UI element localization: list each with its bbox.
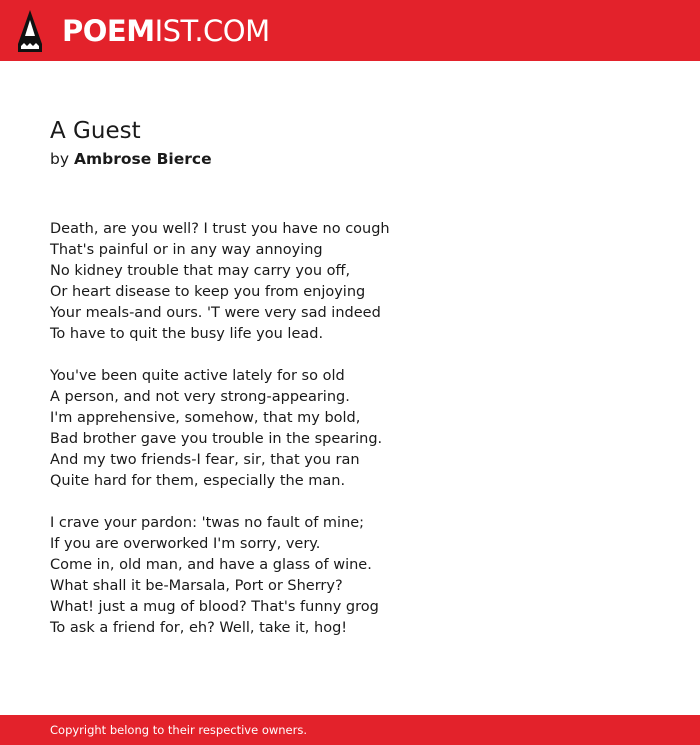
byline-label: by: [50, 150, 70, 168]
poem-line: A person, and not very strong-appearing.: [50, 389, 350, 405]
stanza-2: [50, 366, 650, 492]
site-footer: [0, 715, 700, 745]
stanza-1: [50, 219, 650, 345]
poem-title: A Guest: [50, 118, 141, 144]
site-name-light: IST.COM: [154, 14, 270, 48]
poem-container: [50, 116, 650, 660]
poem-line: What! just a mug of blood? That's funny grog: [50, 599, 379, 615]
poem-line: Bad brother gave you trouble in the spearing.: [50, 431, 383, 447]
poem-line: What shall it be-Marsala, Port or Sherry?: [50, 578, 343, 594]
poem-line: I crave your pardon: 'twas no fault of mine;: [50, 515, 365, 531]
poem-line: Or heart disease to keep you from enjoying: [50, 284, 366, 300]
poem-line: And my two friends-I fear, sir, that you ran: [50, 452, 360, 468]
poem-line: Come in, old man, and have a glass of wine.: [50, 557, 372, 573]
poem-line: To ask a friend for, eh? Well, take it, hog!: [50, 620, 348, 636]
site-name: [62, 10, 270, 52]
site-logo-link[interactable]: [18, 10, 270, 52]
poem-line: You've been quite active lately for so old: [50, 368, 345, 384]
copyright-text: Copyright belong to their respective owners.: [50, 723, 308, 737]
poem-line: No kidney trouble that may carry you off,: [50, 263, 351, 279]
poem-body: [50, 219, 650, 639]
stanza-3: [50, 513, 650, 639]
poem-line: To have to quit the busy life you lead.: [50, 326, 324, 342]
site-name-bold: POEM: [62, 14, 155, 48]
site-header: [0, 0, 700, 61]
poem-line: Death, are you well? I trust you have no cough: [50, 221, 390, 237]
poem-line: Quite hard for them, especially the man.: [50, 473, 346, 489]
poem-byline: [50, 149, 650, 169]
pencil-tip-icon: [18, 10, 42, 52]
poem-line: That's painful or in any way annoying: [50, 242, 323, 258]
poem-line: Your meals-and ours. 'T were very sad indeed: [50, 305, 381, 321]
poem-line: I'm apprehensive, somehow, that my bold,: [50, 410, 361, 426]
poem-line: If you are overworked I'm sorry, very.: [50, 536, 321, 552]
poem-author: Ambrose Bierce: [73, 150, 212, 168]
